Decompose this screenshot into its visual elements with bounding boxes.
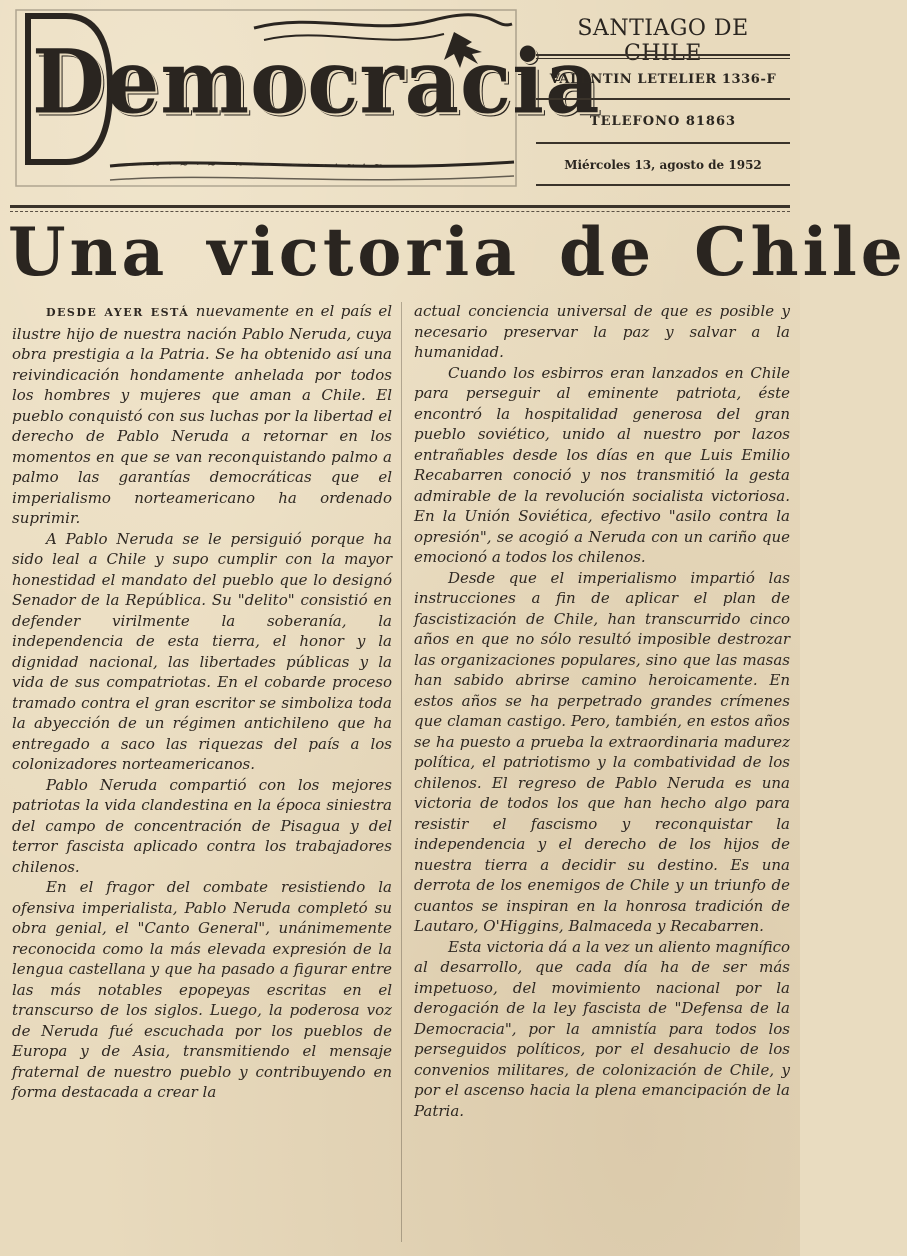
article-paragraph: Pablo Neruda compartió con los mejores patriotas la vida clandestina en la época siniestra del campo de concentración de Pisagua y del terror fascista aplicado contra los trabajadores chilenos. [12,775,392,876]
article-column-right [414,301,790,1121]
header-info-box [536,6,790,192]
column-divider [401,302,402,1242]
masthead [14,6,601,192]
header-divider [536,58,790,59]
header-divider [536,98,790,100]
article-paragraph: Esta victoria dá a la vez un aliento magnífico al desarrollo, que cada día ha de ser más impetuoso, del movimiento nacional por la derogación de la ley fascista de "Defensa de la Democracia", por la amnistía para todos los perseguidos políticos, por el desahucio de los convenios militares, de colonización de Chile, y por el ascenso hacia la plena emancipación de la Patria. [414,937,791,1120]
lead-caps: DESDE AYER ESTÁ [46,306,190,319]
article-paragraph: A Pablo Neruda se le persiguió porque ha sido leal a Chile y supo cumplir con la mayor honestidad el mandato del pueblo que lo designó Senador de la República. Su "delito" consistió en defender virilmente la soberanía, la independencia de esta tierra, el honor y la dignidad nacional, las libertades públicas y la vida de sus compatriotas. En el cobarde proceso tramado contra el gran escritor se simboliza toda la abyección de un régimen antichileno que ha entregado a saco las riquezas del país a los colonizadores norteamericanos. [12,529,392,773]
article-paragraph: Cuando los esbirros eran lanzados en Chile para perseguir al eminente patriota, éste encontró la hospitalidad generosa del gran pueblo soviético, unido al nuestro por lazos entrañables desde los días en que Luis Emilio Recabarren conoció y nos transmitió la gesta admirable de la revolución socialista victoriosa. En la Unión Soviética, efectivo "asilo contra la opresión", se acogió a Neruda con un cariño que emocionó a todos los chilenos. [414,363,790,566]
paragraph-text: nuevamente en el país el ilustre hijo de nuestra nación Pablo Neruda, cuya obra prestigia a la Patria. Se ha obtenido así una reivindicación hondamente anhelada por todos los hombres y mujeres que aman a Chile. El pueblo conquistó con sus luchas por la libertad el derecho de Pablo Neruda a retornar en los momentos en que se van reconquistando palmo a palmo las garantías democráticas que el imperialismo norteamericano ha ordenado suprimir. [12,302,392,527]
masthead-rule [10,205,790,208]
article-column-left [12,301,392,1103]
article-paragraph: actual conciencia universal de que es posible y necesario preservar la paz y salvar a la humanidad. [414,302,790,361]
header-phone: TELEFONO 81863 [589,114,737,129]
header-divider [536,142,790,144]
article-paragraph: En el fragor del combate resistiendo la ofensiva imperialista, Pablo Neruda completó su obra genial, el "Canto General", unánimemente reconocida como la más elevada expresión de la lengua castellana y que ha pasado a figurar entre las más notables epopeyas escritas en el transcurso de los siglos. Luego, la poderosa voz de Neruda fué escuchada por los pueblos de Europa y de Asia, transmitiendo el mensaje fraternal de nuestro pueblo y contribuyendo en forma destacada a crear la [12,878,392,1101]
header-city: SANTIAGO DE CHILE [577,16,749,66]
header-divider [536,184,790,186]
article-headline: Una victoria de Chile [8,213,907,291]
masthead-tagline: ~ · ~ · ~ · ~ · ~ · ~ · ~ · ~ · ~ · ~ [124,158,385,171]
header-address: VALENTIN LETELIER 1336-F [549,72,777,87]
header-divider [536,54,790,56]
masthead-title: Democracia [32,29,601,134]
article-paragraph: Desde que el imperialismo impartió las instrucciones a fin de aplicar el plan de fascistización de Chile, han transcurrido cinco años en que no sólo resultó imposible destrozar las organizaciones populares, sino que las masas han sabido abrirse camino heroicamente. En estos años se ha perpetrado grandes crímenes que claman castigo. Pero, también, en estos años se ha puesto a prueba la extraordinaria madurez política, el patriotismo y la combatividad de los chilenos. El regreso de Pablo Neruda es una victoria de todos los que han hecho algo para resistir el fascismo y reconquistar la independencia y el derecho de los hijos de nuestra tierra a decidir su destino. Es una derrota de los enemigos de Chile y un triunfo de cuantos se inspiran en la honrosa tradición de Lautaro, O'Higgins, Balmaceda y Recabarren. [414,568,790,935]
header-date: Miércoles 13, agosto de 1952 [564,158,762,172]
article-paragraph [12,301,392,529]
